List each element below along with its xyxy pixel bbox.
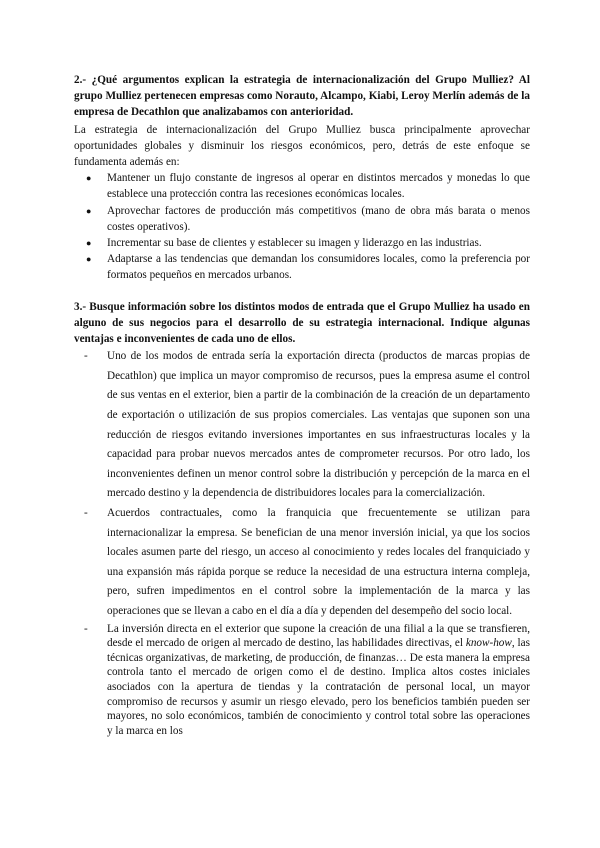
bullet-icon: ● bbox=[86, 238, 92, 249]
question-2-bullet-list bbox=[74, 170, 530, 283]
document-body bbox=[74, 72, 530, 738]
bullet-text: Mantener un flujo constante de ingresos al operar en distintos mercados y monedas lo que establece una protección contra las recesiones económicas locales. bbox=[107, 172, 530, 201]
emphasis-know-how: know-how bbox=[465, 637, 512, 650]
bullet-text: Incrementar su base de clientes y establecer su imagen y liderazgo en las industrias. bbox=[107, 237, 482, 250]
bullet-item bbox=[86, 203, 530, 235]
question-2-intro: La estrategia de internacionalización del Grupo Mulliez busca principalmente aprovechar oportunidades globales y disminuir los riesgos económicos, pero, detrás de este enfoque se fundamenta además en: bbox=[74, 123, 530, 169]
bullet-item bbox=[86, 170, 530, 202]
dash-icon: - bbox=[84, 622, 88, 635]
dash-icon: - bbox=[84, 350, 88, 363]
bullet-item bbox=[86, 235, 530, 251]
dash-icon: - bbox=[84, 507, 88, 519]
dash-item-text: Acuerdos contractuales, como la franquicia que frecuentemente se utilizan para internacionalizar la empresa. Se benefician de una menor inversión inicial, ya que los socios locales asumen parte del riesgo, un acceso al conocimiento y redes locales del franquiciado y una expansión más rápida porque se reduce la necesidad de una estructura interna compleja, pero, sufren impedimentos en el control sobre la implementación de la marca y las operaciones que se llevan a cabo en el día a día y dependen del desempeño del socio local. bbox=[107, 507, 530, 617]
dash-item bbox=[84, 622, 530, 739]
question-3-dash-list bbox=[74, 347, 530, 738]
dash-item bbox=[84, 504, 530, 622]
bullet-text: Adaptarse a las tendencias que demandan los consumidores locales, como la preferencia por formatos pequeños en mercados urbanos. bbox=[107, 253, 530, 282]
dash-item-text-start: La inversión directa en el exterior que supone la creación de una filial a la que se transfieren, desde el mercado de origen al mercado de destino, las habilidades directivas, el bbox=[107, 622, 530, 650]
dash-item-text: Uno de los modos de entrada sería la exportación directa (productos de marcas propias de Decathlon) que implica un mayor compromiso de recursos, pues la empresa asume el control de sus ventas en el exterior, bien a partir de la combinación de la creación de un departamento de exportación o utilización de sus propios comerciales. Las ventajas que suponen son una reducción de riesgos evitando inversiones importantes en sus infraestructuras locales y la capacidad para probar nuevos mercados antes de comprometer recursos. Por otro lado, los inconvenientes definen un menor control sobre la distribución y percepción de la marca en el mercado destino y la dependencia de distribuidores locales para la comercialización. bbox=[107, 350, 530, 500]
section-gap bbox=[74, 284, 530, 299]
question-3-heading: 3.- Busque información sobre los distintos modos de entrada que el Grupo Mulliez ha usado en alguno de sus negocios para el desarrollo de su estrategia internacional. Indique algunas ventajas e inconvenientes de cada uno de ellos. bbox=[74, 300, 530, 346]
bullet-icon: ● bbox=[86, 254, 92, 265]
dash-item bbox=[84, 347, 530, 504]
dash-item-text-end: , las técnicas organizativas, de marketing, de producción, de finanzas… De esta manera la empresa controla tanto el mercado de origen como el de destino. Implica altos costes iniciales asociados con la apertura de tiendas y la contratación de personal local, un mayor compromiso de recursos y asumir un riesgo elevado, pero los beneficios también pueden ser mayores, no solo económicos, también de conocimiento y control total sobre las operaciones y la marca en los bbox=[107, 637, 530, 737]
question-2-heading: 2.- ¿Qué argumentos explican la estrategia de internacionalización del Grupo Mulliez? Al grupo Mulliez pertenecen empresas como Norauto, Alcampo, Kiabi, Leroy Merlín además de la empresa de Decathlon que analizabamos con anterioridad. bbox=[74, 74, 530, 119]
bullet-item bbox=[86, 251, 530, 283]
bullet-icon: ● bbox=[86, 205, 92, 216]
bullet-icon: ● bbox=[86, 173, 92, 184]
bullet-text: Aprovechar factores de producción más competitivos (mano de obra más barata o menos costes operativos). bbox=[107, 204, 530, 233]
